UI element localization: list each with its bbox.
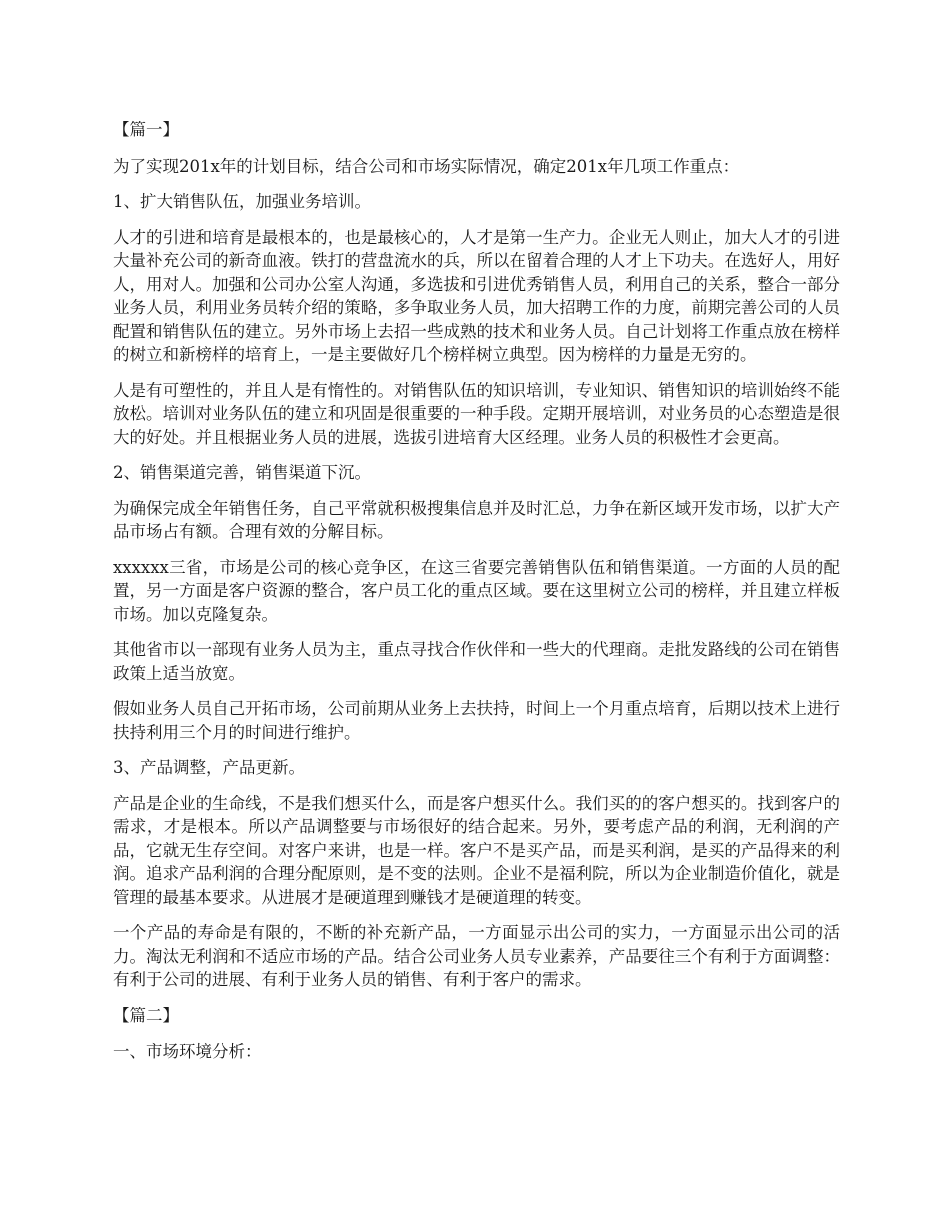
intro-paragraph: 为了实现201x年的计划目标，结合公司和市场实际情况，确定201x年几项工作重点： — [113, 156, 740, 176]
body-paragraph: 一个产品的寿命是有限的，不断的补充新产品，一方面显示出公司的实力，一方面显示出公司的活力。淘汰无利润和不适应市场的产品。结合公司业务人员专业素养，产品要往三个有利于方面调整：有利于公司的进展、有利于业务人员的销售、有利于客户的需求。 — [113, 923, 840, 989]
section-heading: 【篇一】 — [113, 120, 179, 139]
body-paragraph: 为确保完成全年销售任务，自己平常就积极搜集信息并及时汇总，力争在新区域开发市场，以扩大产品市场占有额。合理有效的分解目标。 — [113, 498, 840, 541]
body-paragraph: 人是有可塑性的，并且人是有惰性的。对销售队伍的知识培训，专业知识、销售知识的培训始终不能放松。培训对业务队伍的建立和巩固是很重要的一种手段。定期开展培训，对业务员的心态塑造是很大的好处。并且根据业务人员的进展，选拔引进培育大区经理。业务人员的积极性才会更高。 — [113, 380, 840, 447]
body-paragraph: 假如业务人员自己开拓市场，公司前期从业务上去扶持，时间上一个月重点培育，后期以技术上进行扶持利用三个月的时间进行维护。 — [113, 699, 840, 742]
item-heading: 3、产品调整，产品更新。 — [113, 758, 305, 777]
document-body — [113, 118, 840, 1076]
item-heading: 1、扩大销售队伍，加强业务培训。 — [113, 192, 371, 211]
section-heading: 【篇二】 — [113, 1005, 179, 1025]
body-paragraph: 其他省市以一部现有业务人员为主，重点寻找合作伙伴和一些大的代理商。走批发路线的公司在销售政策上适当放宽。 — [113, 640, 840, 683]
body-paragraph: xxxxxx三省，市场是公司的核心竞争区，在这三省要完善销售队伍和销售渠道。一方面的人员的配置，另一方面是客户资源的整合，客户员工化的重点区域。要在这里树立公司的榜样，并且建立样板市场。加以克隆复杂。 — [113, 557, 840, 624]
item-heading: 一、市场环境分析： — [113, 1042, 262, 1061]
item-heading: 2、销售渠道完善，销售渠道下沉。 — [113, 463, 371, 482]
body-paragraph: 人才的引进和培育是最根本的，也是最核心的，人才是第一生产力。企业无人则止，加大人才的引进大量补充公司的新奇血液。铁打的营盘流水的兵，所以在留着合理的人才上下功夫。在选好人，用好人，用对人。加强和公司办公室人沟通，多选拔和引进优秀销售人员，利用自己的关系，整合一部分业务人员，利用业务员转介绍的策略，多争取业务人员，加大招聘工作的力度，前期完善公司的人员配置和销售队伍的建立。另外市场上去招一些成熟的技术和业务人员。自己计划将工作重点放在榜样的树立和新榜样的培育上，一是主要做好几个榜样树立典型。因为榜样的力量是无穷的。 — [113, 227, 840, 364]
body-paragraph: 产品是企业的生命线，不是我们想买什么，而是客户想买什么。我们买的的客户想买的。找到客户的需求，才是根本。所以产品调整要与市场很好的结合起来。另外，要考虑产品的利润，无利润的产品，它就无生存空间。对客户来讲，也是一样。客户不是买产品，而是买利润，是买的产品得来的利润。追求产品利润的合理分配原则，是不变的法则。企业不是福利院，所以为企业制造价值化，就是管理的最基本要求。从进展才是硬道理到赚钱才是硬道理的转变。 — [113, 793, 840, 907]
